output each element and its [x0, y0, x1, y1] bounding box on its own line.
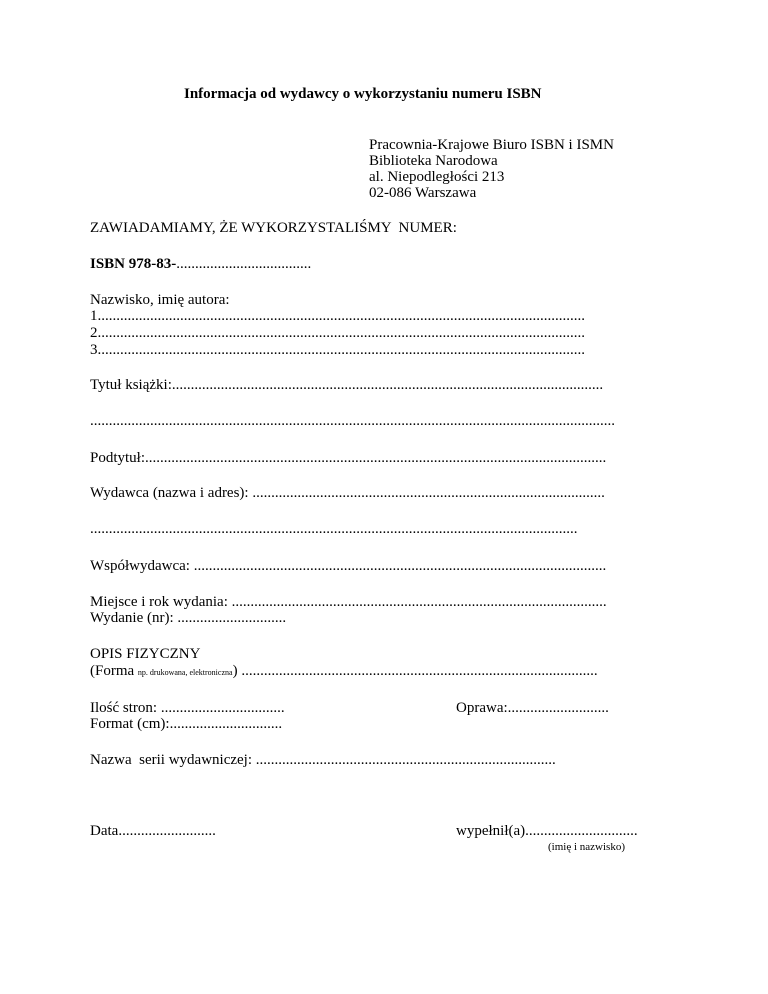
address-line-4: 02-086 Warszawa — [369, 185, 477, 201]
address-line-3: al. Niepodległości 213 — [369, 169, 505, 185]
binding-dots: ........................... — [507, 700, 609, 716]
place-year-label: Miejsce i rok wydania: — [90, 594, 232, 610]
isbn-dots: .................................... — [176, 256, 312, 272]
author-line-2[interactable]: 2.................................................................................................................................. — [90, 325, 585, 341]
date-field[interactable] — [90, 823, 216, 840]
filled-by-label: wypełnił(a) — [456, 823, 526, 839]
pages-label: Ilość stron: — [90, 700, 161, 716]
filled-by-dots: .............................. — [525, 823, 638, 839]
edition-dots: ............................. — [177, 610, 287, 626]
author-line-3[interactable]: 3.................................................................................................................................. — [90, 342, 585, 358]
book-title-dots: ................................................................................................................... — [171, 377, 604, 393]
subtitle-label: Podtytuł: — [90, 450, 146, 466]
publisher-line-2[interactable]: .................................................................................................................................. — [90, 521, 578, 537]
format-label: Format (cm): — [90, 716, 170, 732]
subtitle-field[interactable] — [90, 450, 606, 467]
series-dots: ................................................................................ — [255, 752, 556, 768]
filled-by-field[interactable] — [456, 823, 638, 840]
form-open: (Forma — [90, 663, 138, 679]
edition-label: Wydanie (nr): — [90, 610, 178, 626]
book-title-label: Tytuł książki: — [90, 377, 172, 393]
book-title-line-2[interactable]: ............................................................................................................................................ — [90, 413, 615, 429]
edition-field[interactable] — [90, 610, 286, 627]
copublisher-label: Współwydawca: — [90, 558, 194, 574]
binding-label: Oprawa: — [456, 700, 508, 716]
format-field[interactable] — [90, 716, 282, 733]
copublisher-dots: .............................................................................................................. — [193, 558, 607, 574]
date-label: Data — [90, 823, 119, 839]
binding-field[interactable] — [456, 700, 609, 717]
copublisher-field[interactable] — [90, 558, 606, 575]
publisher-label: Wydawca (nazwa i adres): — [90, 485, 253, 501]
address-line-2: Biblioteka Narodowa — [369, 153, 498, 169]
pages-field[interactable] — [90, 700, 285, 717]
filled-by-hint: (imię i nazwisko) — [548, 841, 625, 853]
publisher-field[interactable] — [90, 485, 605, 502]
form-hint: np. drukowana, elektroniczna — [137, 668, 233, 677]
author-label: Nazwisko, imię autora: — [90, 292, 230, 308]
address-line-1: Pracownia-Krajowe Biuro ISBN i ISMN — [369, 137, 614, 153]
notice-text: ZAWIADAMIAMY, ŻE WYKORZYSTALIŚMY NUMER: — [90, 220, 457, 236]
book-title-field[interactable] — [90, 377, 603, 394]
form-field[interactable] — [90, 663, 598, 681]
place-year-field[interactable] — [90, 594, 607, 611]
isbn-prefix: ISBN 978-83- — [90, 256, 177, 272]
isbn-field[interactable] — [90, 256, 311, 273]
series-field[interactable] — [90, 752, 556, 769]
series-label: Nazwa serii wydawniczej: — [90, 752, 256, 768]
form-dots: ............................................................................................... — [241, 663, 598, 679]
form-close: ) — [232, 663, 242, 679]
author-line-1[interactable]: 1.................................................................................................................................. — [90, 308, 585, 324]
form-title: Informacja od wydawcy o wykorzystaniu numeru ISBN — [184, 86, 542, 102]
subtitle-dots: ........................................................................................................................... — [145, 450, 607, 466]
pages-dots: ................................. — [160, 700, 285, 716]
format-dots: .............................. — [169, 716, 283, 732]
place-year-dots: .................................................................................................... — [231, 594, 607, 610]
publisher-dots: .............................................................................................. — [252, 485, 605, 501]
physical-description-heading: OPIS FIZYCZNY — [90, 646, 201, 662]
date-dots: .......................... — [118, 823, 216, 839]
